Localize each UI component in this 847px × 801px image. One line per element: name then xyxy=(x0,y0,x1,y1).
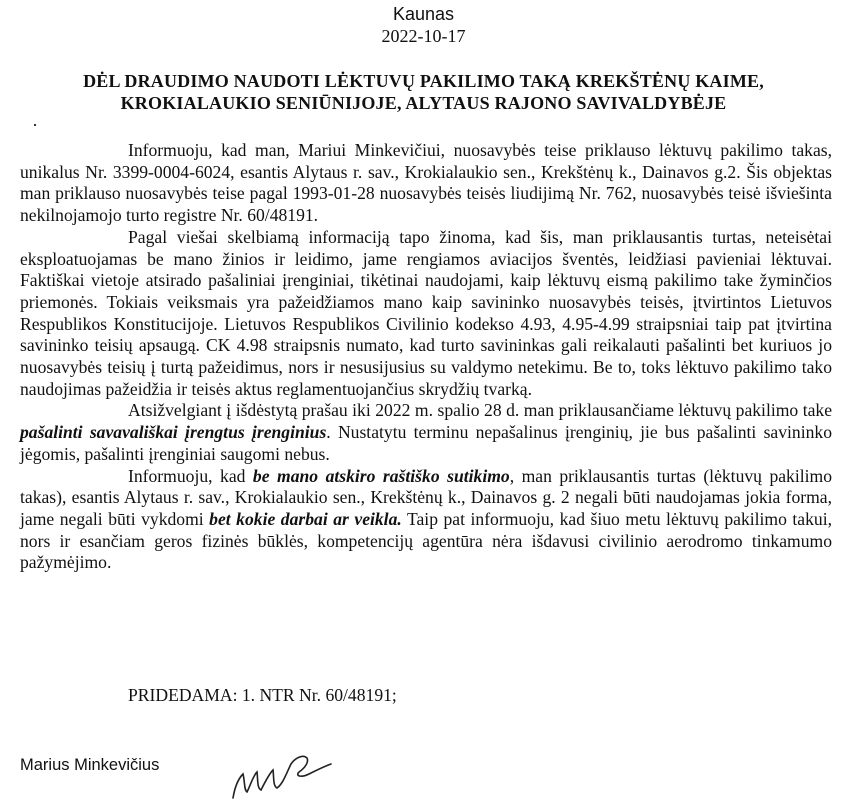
title-line-1: DĖL DRAUDIMO NAUDOTI LĖKTUVŲ PAKILIMO TAKĄ KREKŠTĖNŲ KAIME, xyxy=(83,71,764,91)
paragraph-request xyxy=(20,400,832,465)
paragraph-violation: Pagal viešai skelbiamą informaciją tapo žinoma, kad šis, man priklausantis turtas, neteisėtai eksploatuojamas be mano žinios ir leidimo, jame rengiamos aviacijos šventės, leidžiasi pavieniai lėktuvai. Faktiškai vietoje atsirado pašaliniai įrenginiai, tikėtinai naudojami, kaip lėktuvų eismą pakilimo take žyminčios priemonės. Tokiais veiksmais yra pažeidžiamos mano kaip savininko nuosavybės teisės, įtvirtintos Lietuvos Respublikos Konstitucijoje. Lietuvos Respublikos Civilinio kodekso 4.93, 4.95-4.99 straipsniai taip pat įtvirtina savininko teisių apsaugą. CK 4.98 straipsnis numato, kad turto savininkas gali reikalauti pašalinti bet kuriuos jo nuosavybės teisių į turtą pažeidimus, nors ir nesusijusius su valdymo netekimu. Be to, toks lėktuvo pakilimo tako naudojimas pažeidžia ir teisės aktus reglamentuojančius skrydžių tvarką. xyxy=(20,226,832,399)
signer-name: Marius Minkevičius xyxy=(20,756,160,774)
header-city: Kaunas xyxy=(392,4,455,24)
attachment-line: PRIDEDAMA: 1. NTR Nr. 60/48191; xyxy=(128,685,397,705)
document-title xyxy=(0,70,847,114)
paragraph-prohibition-text-a: Informuoju, kad xyxy=(128,465,253,486)
paragraph-ownership: Informuoju, kad man, Mariui Minkevičiui, nuosavybės teise priklauso lėktuvų pakilimo takas, unikalus Nr. 3399-0004-6024, esantis Alytaus r. sav., Krokialaukio sen., Krekštėnų k., Dainavos g.2. Šis objektas man priklauso nuosavybės teise pagal 1993-01-28 nuosavybės teisės liudijimą Nr. 762, nuosavybės teisė išviešinta nekilnojamojo turto registre Nr. 60/48191. xyxy=(20,140,832,226)
paragraph-request-text-c: . Nustatytu terminu nepašalinus įrenginių, jie bus pašalinti savininko jėgomis, pašalinti įrenginiai saugomi nebus. xyxy=(20,422,832,464)
handwritten-signature xyxy=(225,748,335,801)
paragraph-prohibition-emphasis-1: be mano atskiro raštiško sutikimo xyxy=(252,465,510,486)
paragraph-request-text-a: Atsižvelgiant į išdėstytą prašau iki 2022 m. spalio 28 d. man priklausančiame lėktuvų pakilimo take xyxy=(128,400,832,421)
title-line-2: KROKIALAUKIO SENIŪNIJOJE, ALYTAUS RAJONO SAVIVALDYBĖJE xyxy=(120,93,727,113)
paragraph-prohibition-emphasis-2: bet kokie darbai ar veikla. xyxy=(209,508,402,529)
scan-speck xyxy=(34,124,36,126)
header-date: 2022-10-17 xyxy=(381,26,466,46)
paragraph-request-emphasis: pašalinti savavališkai įrengtus įrenginius xyxy=(20,422,327,443)
letter-body xyxy=(20,140,832,574)
paragraph-prohibition-text-c: , man priklausantis turtas (lėktuvų pakilimo takas), esantis Alytaus r. sav., Krokialaukio sen., Krekštėnų k., Dainavos g. 2 negali būti naudojamas jokia forma, jame negali būti vykdomi xyxy=(20,465,832,529)
paragraph-prohibition xyxy=(20,466,832,575)
paragraph-prohibition-text-e: Taip pat informuoju, kad šiuo metu lėktuvų pakilimo takui, nors ir esančiam geros fizinės būklės, kompetencijų agentūra nėra išdavusi civilinio aerodromo tinkamumo pažymėjimo. xyxy=(20,508,832,573)
